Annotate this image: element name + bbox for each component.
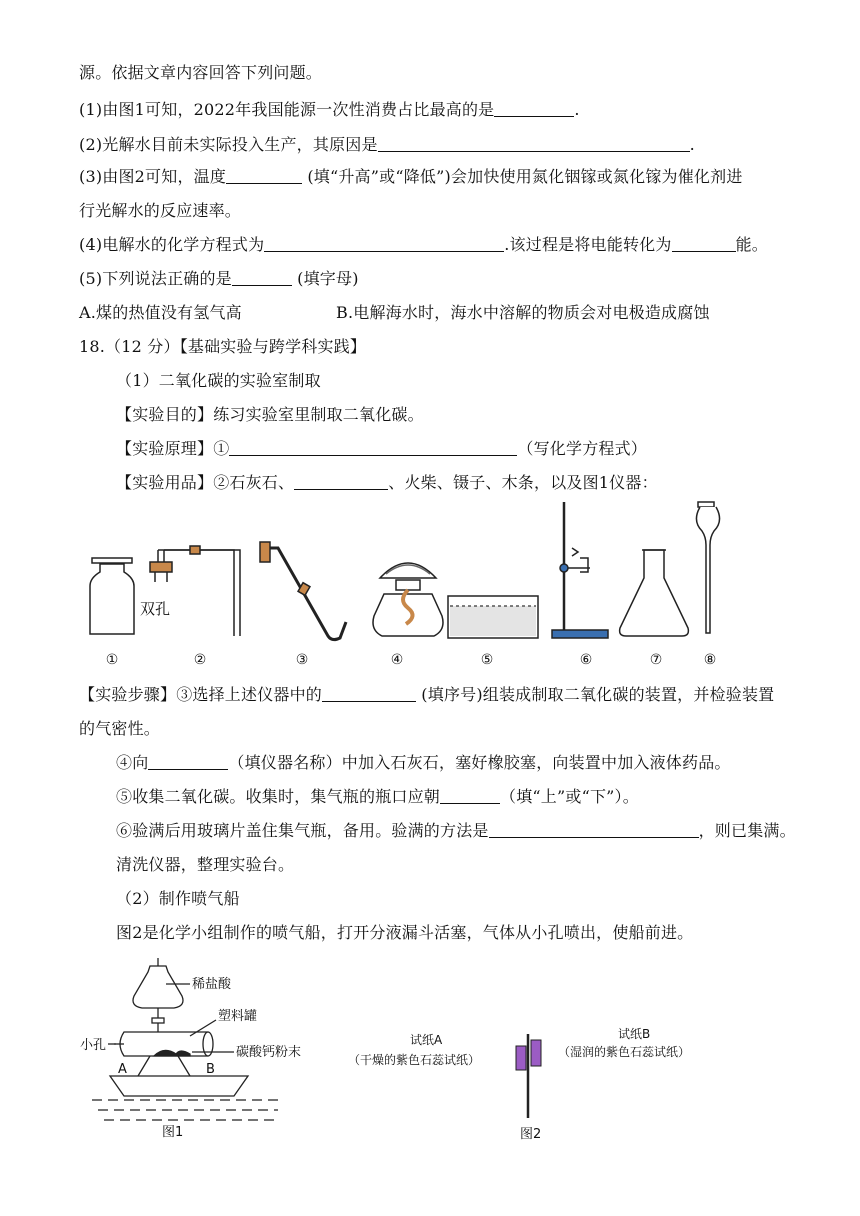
question-2: (2)光解水目前未实际投入生产，其原因是 . (79, 135, 695, 154)
paper-b-label: 试纸B (618, 1027, 651, 1041)
subsection-1-title: （1）二氧化碳的实验室制取 (116, 371, 321, 390)
jet-boat-figure (80, 948, 320, 1144)
step-5: ⑤收集二氧化碳。收集时，集气瓶的瓶口应朝 （填“上”或“下”）。 (116, 787, 639, 806)
water-trough-icon (448, 596, 538, 638)
apparatus-label-3: ③ (295, 652, 309, 668)
apparatus-label-5: ⑤ (480, 652, 494, 668)
apparatus-label-6: ⑥ (579, 652, 593, 668)
paper-b-description: （湿润的紫色石蕊试纸） (558, 1045, 691, 1059)
answer-blank[interactable] (232, 269, 292, 286)
apparatus-label-1: ① (105, 652, 119, 668)
answer-blank[interactable] (148, 753, 228, 770)
iron-stand-icon (552, 502, 608, 638)
point-a-label: A (118, 1062, 127, 1077)
long-neck-funnel-icon (696, 502, 719, 633)
paper-a-description: （干燥的紫色石蕊试纸） (348, 1053, 481, 1067)
double-hole-stopper-tube-icon (150, 546, 240, 636)
answer-blank[interactable] (494, 100, 574, 117)
answer-blank[interactable] (378, 135, 690, 152)
apparatus-label-7: ⑦ (649, 652, 663, 668)
plastic-can-label: 塑料罐 (218, 1009, 258, 1024)
single-hole-stopper-tube-icon (260, 542, 346, 640)
answer-blank[interactable] (294, 473, 388, 490)
litmus-paper-figure (330, 1022, 730, 1146)
subsection-2-title: （2）制作喷气船 (116, 889, 240, 908)
point-b-label: B (206, 1062, 215, 1077)
apparatus-figure (80, 498, 730, 674)
apparatus-label-4: ④ (390, 652, 404, 668)
answer-blank[interactable] (264, 235, 504, 252)
answer-blank[interactable] (322, 685, 416, 702)
answer-blank[interactable] (672, 235, 736, 252)
figure-1-caption: 图1 (162, 1125, 184, 1140)
question-3: (3)由图2可知，温度 (填“升高”或“降低”)会加快使用氮化铟镓或氮化镓为催化剂进 (79, 167, 743, 186)
question-5: (5)下列说法正确的是 (填字母) (79, 269, 359, 288)
clean-up-line: 清洗仪器，整理实验台。 (116, 855, 295, 874)
hydrochloric-acid-label: 稀盐酸 (192, 977, 232, 992)
double-hole-label: 双孔 (140, 600, 171, 618)
step-4: ④向 （填仪器名称）中加入石灰石，塞好橡胶塞，向装置中加入液体药品。 (116, 753, 731, 772)
option-a: A.煤的热值没有氢气高 (79, 303, 242, 322)
intro-line: 源。依据文章内容回答下列问题。 (79, 63, 323, 82)
answer-blank[interactable] (229, 439, 517, 456)
question-1: (1)由图1可知，2022年我国能源一次性消费占比最高的是 . (79, 100, 580, 119)
question-4: (4)电解水的化学方程式为 .该过程是将电能转化为 能。 (79, 235, 768, 254)
experiment-steps-cont: 的气密性。 (79, 719, 161, 738)
figure-2-description: 图2是化学小组制作的喷气船，打开分液漏斗活塞，气体从小孔喷出，使船前进。 (116, 923, 694, 942)
litmus-paper-b-icon (531, 1040, 541, 1066)
question-18-title: 18.（12 分）【基础实验与跨学科实践】 (79, 337, 367, 356)
apparatus-label-8: ⑧ (703, 652, 717, 668)
figure-2-caption: 图2 (520, 1127, 542, 1142)
conical-flask-icon (620, 550, 689, 636)
answer-blank[interactable] (440, 787, 500, 804)
question-3-cont: 行光解水的反应速率。 (79, 201, 242, 220)
experiment-principle: 【实验原理】① （写化学方程式） (116, 439, 648, 458)
experiment-supplies: 【实验用品】②石灰石、 、火柴、镊子、木条，以及图1仪器： (116, 473, 658, 492)
step-6: ⑥验满后用玻璃片盖住集气瓶，备用。验满的方法是 ，则已集满。 (116, 821, 796, 840)
apparatus-label-2: ② (193, 652, 207, 668)
small-hole-label: 小孔 (80, 1038, 107, 1053)
answer-blank[interactable] (226, 167, 302, 184)
gas-collecting-bottle-icon (90, 558, 134, 634)
experiment-purpose: 【实验目的】练习实验室里制取二氧化碳。 (116, 405, 424, 424)
litmus-paper-a-icon (516, 1046, 526, 1070)
answer-blank[interactable] (489, 821, 699, 838)
paper-a-label: 试纸A (410, 1033, 443, 1047)
alcohol-lamp-icon (373, 563, 443, 636)
option-b: B.电解海水时，海水中溶解的物质会对电极造成腐蚀 (336, 303, 710, 322)
calcium-carbonate-label: 碳酸钙粉末 (236, 1045, 302, 1060)
experiment-steps: 【实验步骤】③选择上述仪器中的 (填序号)组装成制取二氧化碳的装置，并检验装置 (79, 685, 775, 704)
